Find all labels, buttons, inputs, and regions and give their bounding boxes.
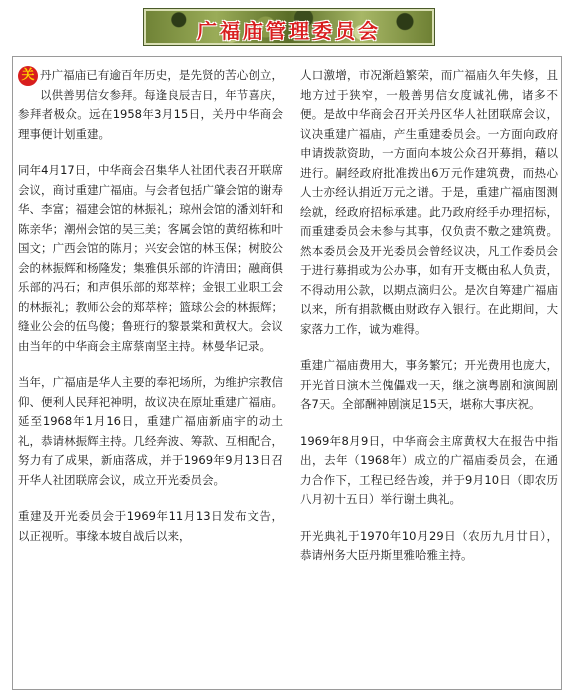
page-title: 广福庙管理委员会 — [197, 19, 381, 43]
paragraph-8: 开光典礼于1970年10月29日（农历九月廿日），恭请州务大臣丹斯里雅哈雅主持。 — [300, 528, 558, 562]
left-column — [18, 66, 283, 563]
paragraph-6: 重建广福庙费用大，事务繁冗；开光费用也庞大，开光首日演木兰傀儡戏一天，继之演粤剧和演闽剧各7天。全部酬神剧演足15天，堪称大事庆祝。 — [300, 358, 558, 411]
paragraph-2: 同年4月17日，中华商会召集华人社团代表召开联席会议，商讨重建广福庙。与会者包括广肇会馆的谢寿华、李富；福建会馆的林振礼；琼州会馆的潘刘轩和陈亲华；潮州会馆的吴三美；客属会馆的黄绍栋和叶国文；广西会馆的陈月；兴安会馆的林玉保；树胶公会的林振辉和杨隆发；集雅俱乐部的许清田；融商俱乐部的冯石；和声俱乐部的郑萃梓；金银工业职工会的林振礼；教师公会的郑萃梓；篮球公会的林振辉；缝业公会的伍鸟傻；鲁班行的黎景棠和黄权大。会议由当年的中华商会主席蔡南坚主持。林曼华记录。 — [18, 163, 283, 353]
right-column — [300, 66, 558, 583]
paragraph-1 — [18, 66, 283, 144]
seal-icon: 关 — [18, 66, 38, 86]
paragraph-7: 1969年8月9日，中华商会主席黄权大在报告中指出，去年（1968年）成立的广福庙委员会，在通力合作下，工程已经告竣，并于9月10日（即农历八月初十五日）举行谢土典礼。 — [300, 433, 558, 506]
paragraph-3: 当年，广福庙是华人主要的奉祀场所，为维护宗教信仰、便利人民拜祀神明，故议决在原址重建广福庙。延至1968年1月16日，重建广福庙新庙宇的动土礼，恭请林振辉主持。几经奔波、筹款、互相配合，努力有了成果，新庙落成，并于1969年9月13日召开华人社团联席会议，成立开光委员会。 — [18, 375, 283, 487]
paragraph-1-text: 丹广福庙已有逾百年历史，是先贤的苦心创立，以供善男信女参拜。每逢良辰吉日，年节喜庆，参拜者极众。远在1958年3月15日，关丹中华商会理事便计划重建。 — [18, 68, 283, 141]
paragraph-5: 人口激增，市况渐趋繁荣，而广福庙久年失修，且地方过于狭窄，一般善男信女度诚礼佛，诸多不便。是故中华商会召开关丹区华人社团联席会议，议决重建广福庙，产生重建委员会。一方面向政府申请拨款资助，一方面向本坡公众召开募捐，藉以进行。嗣经政府批准拨出6万元作建筑费，而热心人士亦经认捐近万元之谱。于是，重建广福庙图测绘就，经政府招标承建。此乃政府经手办理招标，而重建委员会未参与其事，仅负责不敷之建筑费。然本委员会及开光委员会曾经议决，凡工作委员会于进行募捐或为公办事，如有开支概由私人负责，不得动用公款，以期点滴归公。是次自筹建广福庙以来，所有捐款概由财政存入银行。在此期间，大家落力工作，诚为难得。 — [300, 68, 558, 336]
paragraph-4: 重建及开光委员会于1969年11月13日发布文告，以正视听。事缘本坡自战后以来， — [18, 509, 283, 543]
title-banner — [143, 8, 435, 46]
